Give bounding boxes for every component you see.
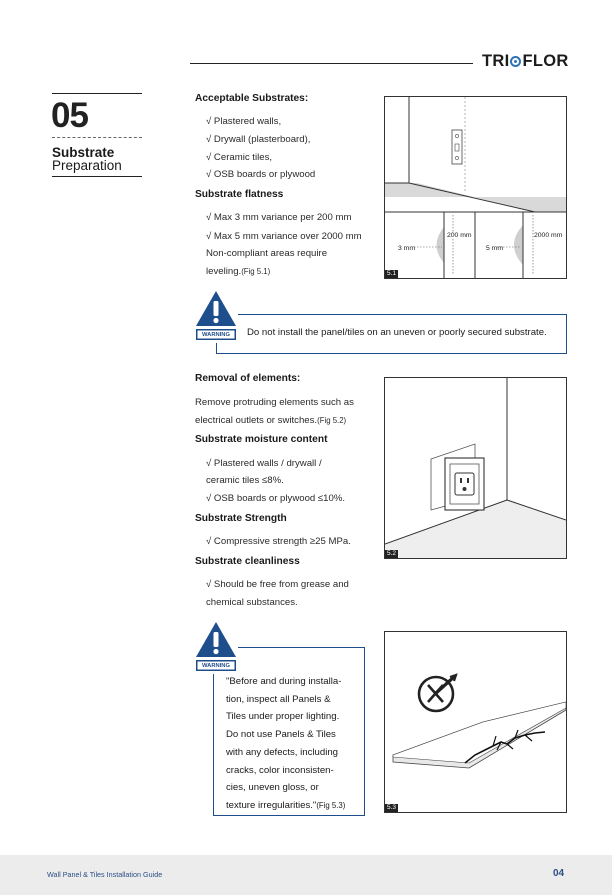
cleanliness-item-cont: chemical substances. (206, 597, 298, 608)
quote-line: cracks, color inconsisten- (226, 764, 334, 776)
figure-tag: 5.1 (387, 270, 397, 277)
figure-5-1 (384, 96, 567, 279)
warning-icon (194, 289, 238, 343)
strength-heading: Substrate Strength (195, 513, 287, 524)
quote-line: cies, uneven gloss, or (226, 782, 319, 794)
warning-icon (194, 620, 238, 674)
moisture-item: √ Plastered walls / drywall / (206, 458, 322, 469)
section-number: 05 (51, 96, 88, 135)
moisture-item-cont: ceramic tiles ≤8%. (206, 475, 284, 486)
cleanliness-item: √ Should be free from grease and (206, 579, 349, 590)
warning-badge: WARNING (201, 662, 231, 669)
section-top-rule (52, 93, 142, 94)
acceptable-item: √ OSB boards or plywood (206, 169, 316, 180)
section-divider (52, 137, 142, 138)
label-2000mm: 2000 mm (534, 232, 563, 239)
acceptable-item: √ Ceramic tiles, (206, 152, 273, 163)
label-3mm: 3 mm (398, 245, 415, 252)
warning-badge: WARNING (201, 331, 231, 338)
quote-line: with any defects, including (226, 746, 338, 758)
flatness-item: √ Max 3 mm variance per 200 mm (206, 212, 352, 223)
acceptable-heading: Acceptable Substrates: (195, 93, 309, 104)
cleanliness-heading: Substrate cleanliness (195, 556, 300, 567)
quote-line-last: texture irregularities."(Fig 5.3) (226, 799, 346, 811)
label-200mm: 200 mm (447, 232, 472, 239)
page-number: 04 (553, 868, 565, 879)
acceptable-item: √ Plastered walls, (206, 116, 282, 127)
footer-title: Wall Panel & Tiles Installation Guide (47, 870, 163, 879)
flatness-heading: Substrate flatness (195, 189, 284, 200)
quote-line: Tiles under proper lighting. (226, 711, 340, 723)
strength-item: √ Compressive strength ≥25 MPa. (206, 536, 351, 547)
header-rule (190, 63, 473, 64)
flatness-note: Non-compliant areas require (206, 248, 328, 259)
warning-quote (226, 673, 361, 815)
removal-text: Remove protruding elements such as (195, 397, 354, 408)
removal-text-line2: electrical outlets or switches.(Fig 5.2) (195, 415, 347, 426)
figure-tag: 5.3 (387, 804, 397, 811)
label-5mm: 5 mm (486, 245, 503, 252)
brand-logo: TRI FLOR (482, 52, 569, 70)
figure-tag: 5.2 (387, 550, 397, 557)
quote-line: Do not use Panels & Tiles (226, 729, 336, 741)
warning-text: Do not install the panel/tiles on an uneven or poorly secured substrate. (247, 327, 547, 338)
quote-line: "Before and during installa- (226, 676, 342, 687)
moisture-heading: Substrate moisture content (195, 434, 328, 445)
figure-5-3 (384, 631, 567, 813)
flatness-note-line2: leveling.(Fig 5.1) (206, 266, 271, 277)
figure-5-2 (384, 377, 567, 559)
acceptable-item: √ Drywall (plasterboard), (206, 134, 311, 145)
quote-line: tion, inspect all Panels & (226, 693, 331, 705)
brand-o-icon (510, 56, 521, 67)
section-title: Substrate (52, 145, 115, 160)
moisture-item: √ OSB boards or plywood ≤10%. (206, 493, 346, 504)
section-bottom-rule (52, 176, 142, 177)
removal-heading: Removal of elements: (195, 373, 301, 384)
section-subtitle: Preparation (52, 158, 122, 173)
flatness-item: √ Max 5 mm variance over 2000 mm (206, 231, 362, 242)
